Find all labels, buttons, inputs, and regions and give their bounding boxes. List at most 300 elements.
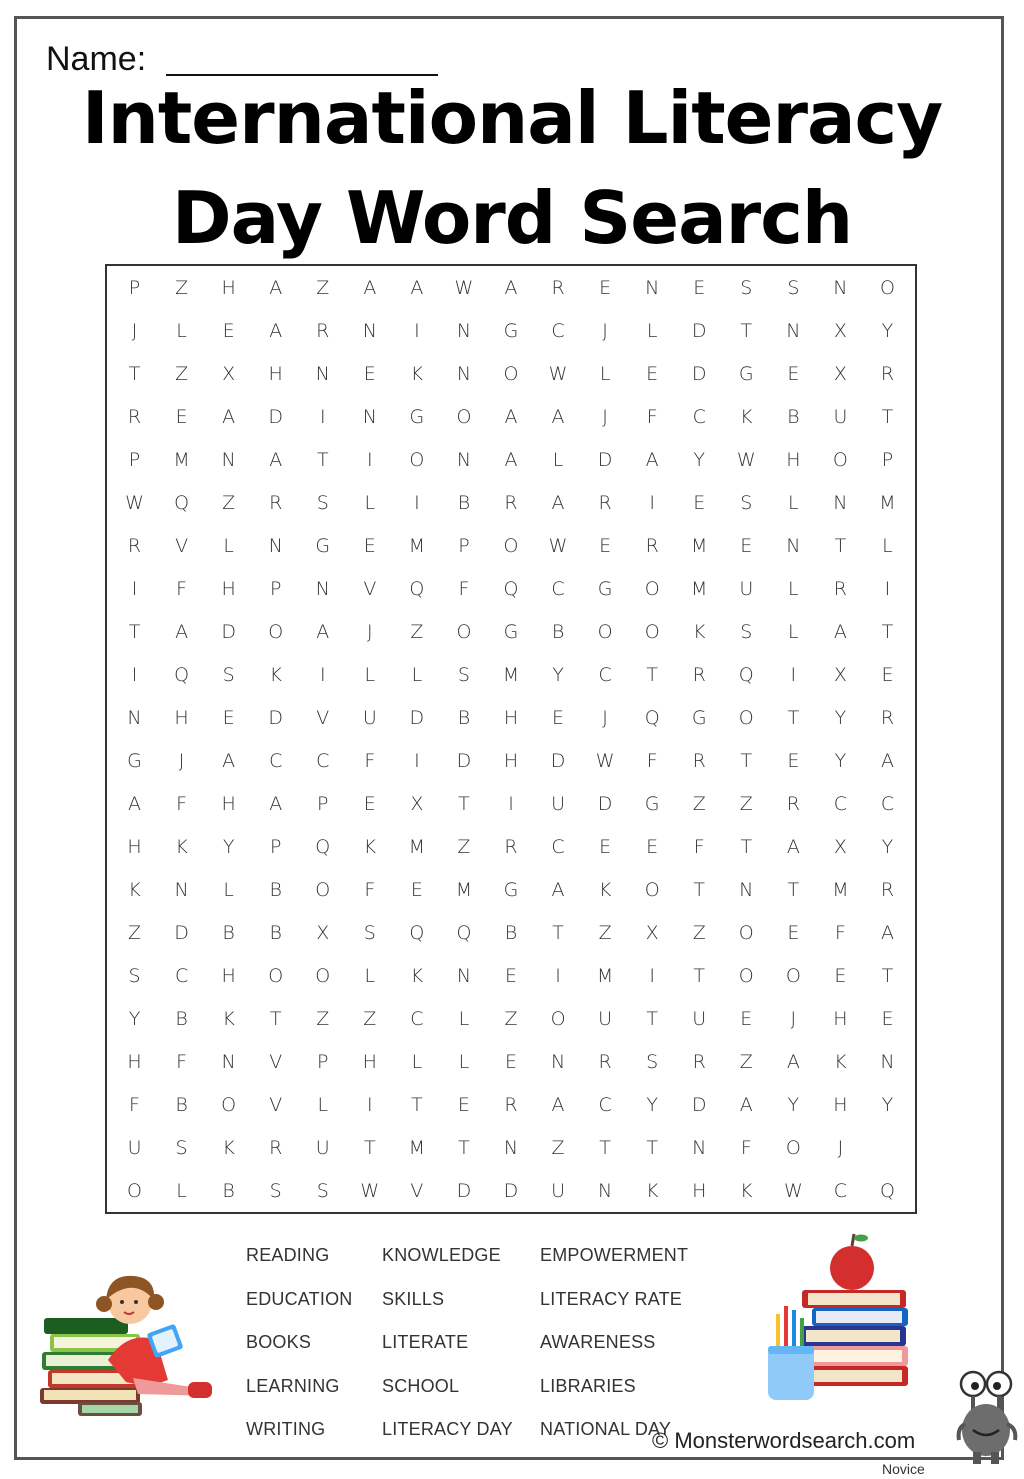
grid-letter: E: [599, 534, 612, 557]
grid-letter: I: [508, 792, 514, 815]
grid-letter: I: [131, 663, 138, 686]
grid-letter: J: [367, 620, 373, 643]
grid-letter: O: [785, 964, 801, 987]
grid-letter: Q: [738, 663, 754, 686]
grid-letter: L: [317, 1093, 329, 1116]
grid-letter: R: [551, 276, 565, 299]
grid-letter: N: [221, 448, 236, 471]
grid-letter: S: [740, 620, 753, 643]
grid-letter: C: [174, 964, 189, 987]
grid-letter: P: [317, 1050, 329, 1073]
grid-letter: K: [222, 1136, 235, 1159]
grid-letter: A: [551, 878, 565, 901]
word-item: LITERATE: [382, 1332, 469, 1352]
grid-letter: O: [832, 448, 848, 471]
grid-letter: T: [364, 1136, 376, 1159]
grid-letter: E: [787, 362, 800, 385]
word-item: AWARENESS: [540, 1332, 656, 1352]
grid-letter: E: [740, 534, 753, 557]
grid-letter: E: [881, 1007, 894, 1030]
grid-letter: O: [503, 534, 519, 557]
word-list-column-1: [246, 1240, 352, 1458]
grid-letter: O: [503, 362, 519, 385]
grid-letter: L: [458, 1050, 470, 1073]
grid-letter: T: [269, 1007, 282, 1030]
grid-letter: N: [174, 878, 189, 901]
grid-letter: O: [456, 620, 472, 643]
grid-letter: O: [644, 577, 660, 600]
grid-letter: E: [599, 835, 612, 858]
grid-letter: W: [548, 362, 568, 385]
grid-letter: V: [316, 706, 330, 729]
grid-letter: K: [363, 835, 377, 858]
grid-letter: C: [269, 749, 283, 772]
grid-letter: O: [315, 964, 331, 987]
copyright-text: © Monsterwordsearch.com: [652, 1428, 916, 1453]
grid-letter: Q: [503, 577, 519, 600]
monster-mascot-icon: [955, 1368, 1021, 1468]
grid-letter: H: [174, 706, 189, 729]
grid-letter: X: [833, 835, 847, 858]
grid-letter: N: [456, 362, 472, 385]
grid-letter: F: [176, 792, 188, 815]
grid-letter: Q: [409, 577, 425, 600]
grid-letter: N: [786, 319, 801, 342]
grid-letter: E: [881, 663, 894, 686]
grid-letter: C: [551, 577, 565, 600]
grid-letter: O: [409, 448, 425, 471]
grid-letter: E: [504, 1050, 517, 1073]
grid-letter: E: [740, 1007, 753, 1030]
grid-letter: E: [787, 749, 800, 772]
grid-letter: K: [410, 362, 424, 385]
grid-letter: W: [783, 1179, 803, 1202]
grid-letter: K: [740, 1179, 753, 1202]
grid-letter: F: [740, 1136, 752, 1159]
grid-letter: K: [692, 620, 706, 643]
grid-letter: I: [414, 319, 420, 342]
word-item: EMPOWERMENT: [540, 1245, 689, 1265]
grid-letter: T: [458, 1136, 470, 1159]
grid-letter: B: [504, 921, 518, 944]
grid-letter: S: [787, 276, 800, 299]
grid-letter: F: [646, 749, 658, 772]
grid-letter: S: [316, 491, 329, 514]
grid-letter: Q: [174, 663, 190, 686]
grid-letter: Y: [128, 1007, 141, 1030]
grid-letter: D: [597, 448, 613, 471]
grid-letter: C: [598, 663, 612, 686]
grid-letter: E: [599, 276, 612, 299]
grid-letter: C: [316, 749, 330, 772]
grid-letter: U: [833, 405, 848, 428]
grid-letter: A: [551, 405, 565, 428]
grid-letter: R: [786, 792, 800, 815]
grid-letter: V: [175, 534, 189, 557]
grid-letter: E: [363, 534, 376, 557]
grid-letter: T: [552, 921, 564, 944]
grid-letter: I: [555, 964, 561, 987]
grid-letter: H: [833, 1093, 848, 1116]
grid-letter: S: [363, 921, 376, 944]
grid-letter: R: [127, 405, 142, 428]
grid-letter: R: [692, 663, 706, 686]
grid-letter: A: [786, 835, 800, 858]
grid-letter: J: [602, 319, 608, 342]
grid-letter: E: [787, 921, 800, 944]
grid-letter: Z: [598, 921, 612, 944]
grid-letter: L: [411, 663, 423, 686]
grid-letter: N: [645, 276, 660, 299]
word-item: WRITING: [246, 1419, 326, 1439]
grid-letter: S: [128, 964, 141, 987]
grid-letter: O: [268, 964, 284, 987]
grid-letter: [864, 1126, 911, 1169]
grid-letter: O: [738, 921, 754, 944]
grid-letter: N: [315, 577, 330, 600]
grid-letter: N: [456, 964, 472, 987]
grid-letter: H: [221, 276, 236, 299]
grid-letter: T: [740, 835, 753, 858]
grid-letter: A: [880, 749, 894, 772]
grid-letter: B: [175, 1007, 188, 1030]
grid-letter: D: [456, 1179, 472, 1202]
grid-letter: W: [125, 491, 144, 514]
grid-letter: R: [316, 319, 330, 342]
grid-letter: J: [790, 1007, 797, 1030]
grid-letter: A: [269, 276, 283, 299]
grid-letter: R: [504, 491, 518, 514]
grid-letter: J: [837, 1136, 844, 1159]
grid-letter: D: [409, 706, 425, 729]
grid-letter: P: [128, 448, 141, 471]
grid-letter: B: [269, 921, 282, 944]
grid-letter: T: [599, 1136, 611, 1159]
grid-letter: O: [550, 1007, 566, 1030]
grid-letter: M: [691, 534, 708, 557]
grid-letter: M: [408, 1136, 426, 1159]
difficulty-level: Novice: [882, 1461, 925, 1477]
grid-letter: W: [595, 749, 615, 772]
grid-letter: A: [269, 792, 283, 815]
grid-letter: G: [127, 749, 142, 772]
grid-letter: B: [222, 921, 235, 944]
grid-letter: L: [364, 663, 376, 686]
grid-letter: P: [128, 276, 141, 299]
grid-letter: L: [411, 1050, 423, 1073]
grid-letter: D: [268, 706, 284, 729]
grid-letter: O: [268, 620, 284, 643]
grid-letter: R: [692, 749, 706, 772]
grid-letter: R: [269, 1136, 283, 1159]
grid-letter: E: [646, 362, 659, 385]
grid-letter: T: [881, 405, 894, 428]
grid-letter: T: [740, 319, 753, 342]
grid-letter: X: [222, 362, 236, 385]
grid-letter: P: [317, 792, 329, 815]
grid-letter: N: [127, 706, 142, 729]
grid-letter: N: [362, 319, 377, 342]
grid-letter: Q: [315, 835, 331, 858]
grid-letter: R: [645, 534, 659, 557]
word-item: LITERACY RATE: [540, 1288, 682, 1309]
grid-letter: Z: [363, 1007, 377, 1030]
grid-letter: A: [222, 405, 236, 428]
grid-letter: Q: [644, 706, 660, 729]
grid-letter: U: [127, 1136, 142, 1159]
grid-letter: Y: [693, 448, 706, 471]
grid-letter: T: [693, 964, 706, 987]
grid-letter: C: [833, 1179, 848, 1202]
word-item: READING: [246, 1245, 330, 1265]
grid-letter: M: [502, 663, 520, 686]
grid-letter: E: [834, 964, 847, 987]
grid-letter: Y: [552, 663, 564, 686]
grid-letter: F: [176, 1050, 188, 1073]
grid-letter: Z: [175, 276, 189, 299]
grid-letter: U: [551, 792, 565, 815]
grid-letter: A: [316, 620, 330, 643]
book-stack-icon: [800, 1290, 908, 1386]
grid-letter: G: [503, 319, 519, 342]
grid-letter: E: [552, 706, 565, 729]
grid-letter: T: [128, 620, 141, 643]
grid-letter: I: [414, 491, 420, 514]
grid-letter: R: [692, 1050, 706, 1073]
grid-letter: F: [364, 749, 376, 772]
grid-letter: R: [880, 362, 895, 385]
grid-letter: K: [834, 1050, 847, 1073]
grid-letter: T: [411, 1093, 423, 1116]
grid-letter: M: [408, 835, 426, 858]
grid-letter: N: [833, 276, 848, 299]
grid-letter: C: [880, 792, 895, 815]
grid-letter: T: [316, 448, 329, 471]
grid-letter: N: [880, 1050, 895, 1073]
grid-letter: A: [175, 620, 189, 643]
grid-letter: S: [222, 663, 235, 686]
grid-letter: X: [833, 663, 847, 686]
grid-letter: B: [175, 1093, 188, 1116]
grid-letter: H: [833, 1007, 848, 1030]
grid-letter: Z: [128, 921, 142, 944]
grid-letter: A: [128, 792, 142, 815]
grid-letter: X: [833, 319, 847, 342]
grid-letter: I: [319, 663, 326, 686]
grid-letter: H: [127, 1050, 142, 1073]
grid-letter: A: [551, 1093, 565, 1116]
letter-grid: [105, 264, 917, 1214]
grid-letter: F: [646, 405, 658, 428]
grid-letter: U: [739, 577, 754, 600]
grid-letter: B: [787, 405, 800, 428]
grid-letter: Z: [457, 835, 471, 858]
grid-letter: J: [602, 706, 608, 729]
grid-letter: N: [550, 1050, 566, 1073]
grid-letter: L: [882, 534, 893, 557]
grid-letter: Z: [739, 792, 753, 815]
grid-letter: R: [598, 1050, 612, 1073]
grid-letter: O: [738, 706, 754, 729]
grid-letter: D: [691, 362, 707, 385]
grid-letter: I: [367, 448, 373, 471]
grid-letter: Y: [881, 1093, 894, 1116]
grid-letter: K: [128, 878, 141, 901]
grid-letter: I: [367, 1093, 373, 1116]
word-list-column-3: [540, 1240, 688, 1458]
grid-letter: L: [788, 577, 799, 600]
grid-letter: A: [504, 448, 518, 471]
grid-letter: T: [787, 706, 800, 729]
grid-letter: M: [879, 491, 896, 514]
grid-letter: E: [457, 1093, 470, 1116]
grid-letter: H: [692, 1179, 707, 1202]
grid-letter: M: [455, 878, 473, 901]
word-item: SKILLS: [382, 1288, 445, 1309]
grid-letter: R: [269, 491, 283, 514]
grid-letter: G: [644, 792, 660, 815]
grid-letter: A: [410, 276, 424, 299]
word-item: SCHOOL: [382, 1375, 460, 1396]
grid-letter: B: [551, 620, 565, 643]
word-item: LEARNING: [246, 1375, 340, 1396]
grid-letter: N: [456, 448, 472, 471]
grid-letter: O: [644, 620, 660, 643]
grid-letter: T: [646, 1136, 658, 1159]
grid-letter: T: [881, 964, 894, 987]
title-line-2: Day Word Search: [171, 176, 853, 260]
grid-letter: D: [597, 792, 613, 815]
grid-letter: U: [362, 706, 377, 729]
grid-letter: V: [363, 577, 377, 600]
grid-letter: O: [221, 1093, 237, 1116]
grid-letter: G: [503, 620, 519, 643]
grid-letter: M: [173, 448, 190, 471]
grid-letter: E: [175, 405, 188, 428]
grid-letter: Z: [175, 362, 189, 385]
grid-letter: I: [131, 577, 138, 600]
grid-letter: N: [692, 1136, 707, 1159]
grid-letter: N: [739, 878, 754, 901]
grid-letter: C: [410, 1007, 424, 1030]
grid-letter: H: [503, 749, 519, 772]
grid-letter: A: [833, 620, 847, 643]
grid-letter: G: [691, 706, 707, 729]
grid-letter: W: [360, 1179, 380, 1202]
grid-letter: L: [223, 534, 234, 557]
books-apple-illustration: [760, 1230, 920, 1410]
grid-letter: W: [548, 534, 568, 557]
grid-letter: Y: [646, 1093, 658, 1116]
grid-letter: X: [645, 921, 659, 944]
grid-letter: P: [269, 577, 282, 600]
grid-letter: R: [504, 835, 518, 858]
grid-letter: L: [599, 362, 611, 385]
grid-letter: T: [646, 663, 658, 686]
grid-letter: Y: [881, 319, 894, 342]
grid-letter: J: [602, 405, 608, 428]
grid-letter: I: [790, 663, 797, 686]
grid-letter: G: [409, 405, 425, 428]
grid-letter: N: [221, 1050, 236, 1073]
grid-letter: V: [269, 1050, 283, 1073]
grid-letter: D: [691, 1093, 707, 1116]
grid-letter: E: [222, 706, 235, 729]
grid-letter: C: [833, 792, 848, 815]
grid-letter: P: [458, 534, 470, 557]
grid-letter: A: [645, 448, 659, 471]
grid-letter: I: [649, 964, 655, 987]
word-item: LITERACY DAY: [382, 1419, 513, 1439]
grid-letter: B: [222, 1179, 235, 1202]
grid-letter: Y: [881, 835, 894, 858]
grid-letter: X: [833, 362, 847, 385]
grid-letter: S: [740, 276, 753, 299]
grid-letter: Y: [222, 835, 235, 858]
grid-letter: Z: [222, 491, 236, 514]
grid-letter: A: [269, 448, 283, 471]
grid-letter: F: [693, 835, 705, 858]
grid-letter: E: [363, 792, 376, 815]
grid-letter: D: [691, 319, 707, 342]
grid-letter: E: [504, 964, 517, 987]
grid-letter: U: [598, 1007, 613, 1030]
grid-letter: D: [456, 749, 472, 772]
word-item: KNOWLEDGE: [382, 1245, 501, 1265]
grid-letter: L: [223, 878, 234, 901]
grid-letter: B: [457, 706, 471, 729]
grid-letter: N: [362, 405, 377, 428]
grid-letter: A: [786, 1050, 800, 1073]
grid-letter: K: [598, 878, 612, 901]
grid-letter: O: [127, 1179, 142, 1202]
grid-letter: N: [598, 1179, 613, 1202]
grid-letter: S: [316, 1179, 329, 1202]
grid-letter: G: [597, 577, 613, 600]
grid-letter: C: [598, 1093, 612, 1116]
grid-letter: B: [457, 491, 471, 514]
grid-letter: K: [222, 1007, 235, 1030]
grid-letter: E: [222, 319, 235, 342]
grid-letter: A: [222, 749, 236, 772]
grid-letter: N: [786, 534, 801, 557]
grid-letter: O: [456, 405, 472, 428]
grid-letter: Q: [879, 1179, 895, 1202]
grid-letter: K: [410, 964, 424, 987]
grid-letter: F: [458, 577, 470, 600]
grid-letter: K: [175, 835, 188, 858]
grid-letter: Q: [409, 921, 425, 944]
grid-letter: R: [880, 878, 895, 901]
grid-letter: Q: [456, 921, 472, 944]
grid-letter: I: [319, 405, 326, 428]
grid-letter: T: [693, 878, 706, 901]
grid-letter: B: [269, 878, 282, 901]
grid-letter: A: [504, 405, 518, 428]
grid-letter: G: [315, 534, 331, 557]
title-line-1: International Literacy: [81, 76, 943, 160]
grid-letter: H: [362, 1050, 377, 1073]
grid-letter: M: [596, 964, 614, 987]
grid-letter: D: [503, 1179, 519, 1202]
grid-letter: N: [833, 491, 848, 514]
grid-letter: Z: [316, 1007, 330, 1030]
grid-letter: K: [269, 663, 282, 686]
grid-letter: F: [364, 878, 376, 901]
grid-letter: R: [833, 577, 847, 600]
grid-letter: Z: [504, 1007, 518, 1030]
grid-letter: T: [787, 878, 800, 901]
